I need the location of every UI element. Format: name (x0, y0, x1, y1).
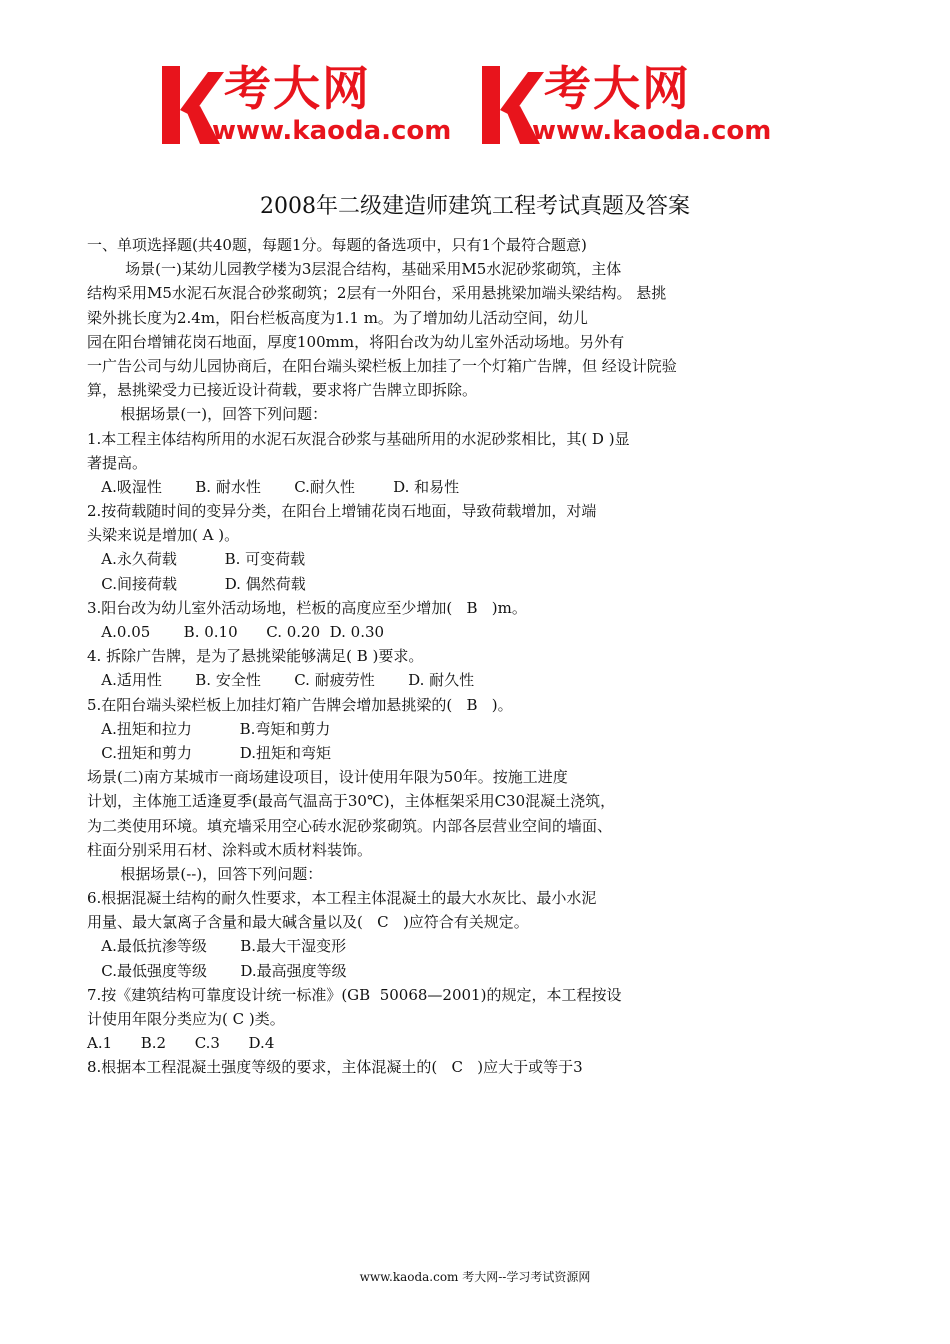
scenario-text: 场景(一)某幼儿园教学楼为3层混合结构，基础采用M5水泥砂浆砌筑，主体 (87, 260, 622, 279)
answer-options: C.最低强度等级 D.最高强度等级 (87, 961, 347, 980)
question-text: 头梁来说是增加( A )。 (87, 526, 240, 545)
answer-options: A.适用性 B. 安全性 C. 耐疲劳性 D. 耐久性 (87, 671, 475, 690)
scenario-text: 为二类使用环境。填充墙采用空心砖水泥砂浆砌筑。内部各层营业空间的墙面、 (87, 816, 613, 835)
answer-options: A.扭矩和拉力 B.弯矩和剪力 (87, 719, 331, 738)
logo-text: 考大网 (224, 62, 371, 117)
question-text: 著提高。 (87, 453, 148, 472)
instruction-text: 根据场景(一)，回答下列问题： (87, 405, 328, 424)
answer-options: A.吸湿性 B. 耐水性 C.耐久性 D. 和易性 (87, 477, 460, 496)
logo-text: 考大网 (544, 62, 691, 117)
answer-options: C.间接荷载 D. 偶然荷载 (87, 574, 306, 593)
question-text: 用量、最大氯离子含量和最大碱含量以及( C )应符合有关规定。 (87, 913, 529, 932)
answer-options: A.1 B.2 C.3 D.4 (87, 1034, 275, 1053)
section-heading: 一、单项选择题(共40题，每题1分。每题的备选项中，只有1个最符合题意) (87, 236, 587, 254)
kaoda-logo-right (478, 62, 798, 152)
answer-options: A.永久荷载 B. 可变荷载 (87, 550, 306, 569)
document-title: 2008年二级建造师建筑工程考试真题及答案 (260, 194, 690, 219)
scenario-text: 算，悬挑梁受力已接近设计荷载，要求将广告牌立即拆除。 (87, 381, 478, 400)
scenario-text: 场景(二)南方某城市一商场建设项目，设计使用年限为50年。按施工进度 (87, 768, 568, 787)
question-text: 3.阳台改为幼儿室外活动场地，栏板的高度应至少增加( B )m。 (87, 598, 527, 617)
question-text: 8.根据本工程混凝土强度等级的要求，主体混凝土的( C )应大于或等于3 (87, 1058, 583, 1077)
answer-options: C.扭矩和剪力 D.扭矩和弯矩 (87, 743, 331, 762)
logo-url[interactable]: www.kaoda.com (212, 116, 452, 146)
answer-options: A.最低抗渗等级 B.最大干湿变形 (87, 937, 347, 956)
scenario-text: 梁外挑长度为2.4m，阳台栏板高度为1.1 m。为了增加幼儿活动空间，幼儿 (87, 308, 588, 327)
document-body (87, 233, 787, 1080)
question-text: 5.在阳台端头梁栏板上加挂灯箱广告牌会增加悬挑梁的( B )。 (87, 695, 513, 714)
scenario-text: 园在阳台增铺花岗石地面，厚度100mm，将阳台改为幼儿室外活动场地。另外有 (87, 332, 625, 351)
question-text: 4. 拆除广告牌，是为了悬挑梁能够满足( B )要求。 (87, 647, 424, 666)
logo-url[interactable]: www.kaoda.com (532, 116, 772, 146)
answer-options: A.0.05 B. 0.10 C. 0.20 D. 0.30 (87, 623, 385, 641)
scenario-text: 结构采用M5水泥石灰混合砂浆砌筑；2层有一外阳台，采用悬挑梁加端头梁结构。 悬挑 (87, 284, 667, 303)
scenario-text: 柱面分别采用石材、涂料或木质材料装饰。 (87, 840, 373, 859)
question-text: 计使用年限分类应为( C )类。 (87, 1010, 285, 1028)
question-text: 6.根据混凝土结构的耐久性要求，本工程主体混凝土的最大水灰比、最小水泥 (87, 889, 597, 908)
question-text: 7.按《建筑结构可靠度设计统一标准》(GB 50068—2001)的规定，本工程按设 (87, 985, 622, 1004)
scenario-text: 计划，主体施工适逢夏季(最高气温高于30℃)，主体框架采用C30混凝土浇筑， (87, 792, 616, 811)
question-text: 1.本工程主体结构所用的水泥石灰混合砂浆与基础所用的水泥砂浆相比，其( D )显 (87, 429, 630, 448)
scenario-text: 一广告公司与幼儿园协商后，在阳台端头梁栏板上加挂了一个灯箱广告牌，但 经设计院验 (87, 356, 677, 375)
question-text: 2.按荷载随时间的变异分类，在阳台上增铺花岗石地面，导致荷载增加，对端 (87, 502, 597, 521)
page-footer: www.kaoda.com 考大网--学习考试资源网 (359, 1270, 591, 1284)
kaoda-logo-left (158, 62, 478, 152)
instruction-text: 根据场景(--)，回答下列问题： (87, 864, 323, 883)
